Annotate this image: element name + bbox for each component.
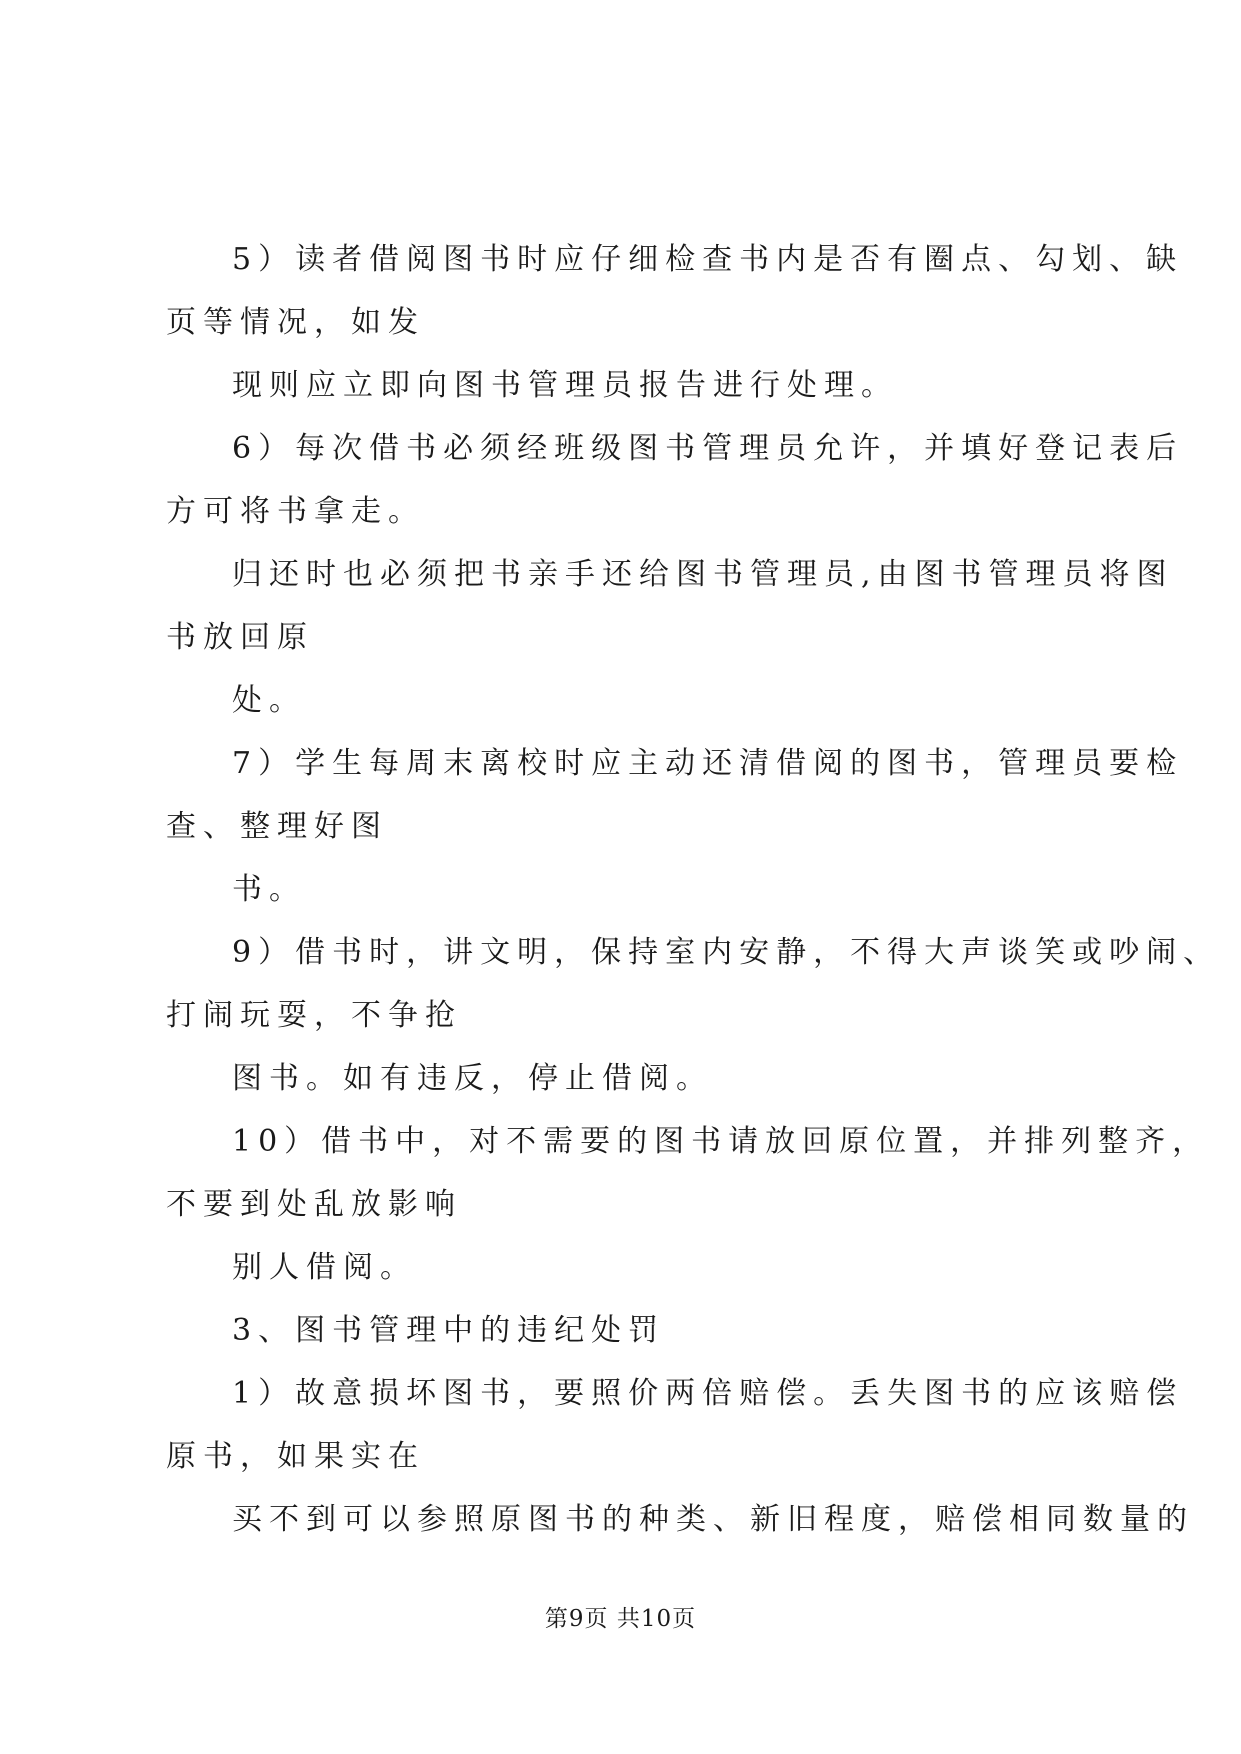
page-footer [0,1600,1241,1633]
text-line: 买不到可以参照原图书的种类、新旧程度，赔偿相同数量的 [232,1502,1194,1537]
text-line: 打闹玩耍，不争抢 [166,998,462,1033]
text-line: 6）每次借书必须经班级图书管理员允许，并填好登记表后 [232,431,1184,466]
text-line: 书。 [232,872,306,907]
text-line: 不要到处乱放影响 [166,1187,462,1222]
text-line: 书放回原 [166,620,314,655]
text-line: 别人借阅。 [232,1250,417,1285]
text-line: 5）读者借阅图书时应仔细检查书内是否有圈点、勾划、缺 [232,242,1184,277]
text-line: 9）借书时，讲文明，保持室内安静，不得大声谈笑或吵闹、 [232,935,1221,970]
section-heading: 3、图书管理中的违纪处罚 [232,1313,666,1348]
page-number-label: 第9页 共10页 [544,1606,697,1632]
text-line: 原书，如果实在 [166,1439,425,1474]
text-line: 7）学生每周末离校时应主动还清借阅的图书，管理员要检 [232,746,1184,781]
text-line: 1）故意损坏图书，要照价两倍赔偿。丢失图书的应该赔偿 [232,1376,1184,1411]
text-line: 查、整理好图 [166,809,388,844]
text-line: 归还时也必须把书亲手还给图书管理员,由图书管理员将图 [232,557,1174,592]
text-line: 处。 [232,683,306,718]
text-line: 10）借书中，对不需要的图书请放回原位置，并排列整齐， [232,1124,1210,1159]
text-line: 图书。如有违反，停止借阅。 [232,1061,713,1096]
text-line: 现则应立即向图书管理员报告进行处理。 [232,368,898,403]
text-line: 方可将书拿走。 [166,494,425,529]
document-body [166,228,1221,1551]
text-line: 页等情况，如发 [166,305,425,340]
